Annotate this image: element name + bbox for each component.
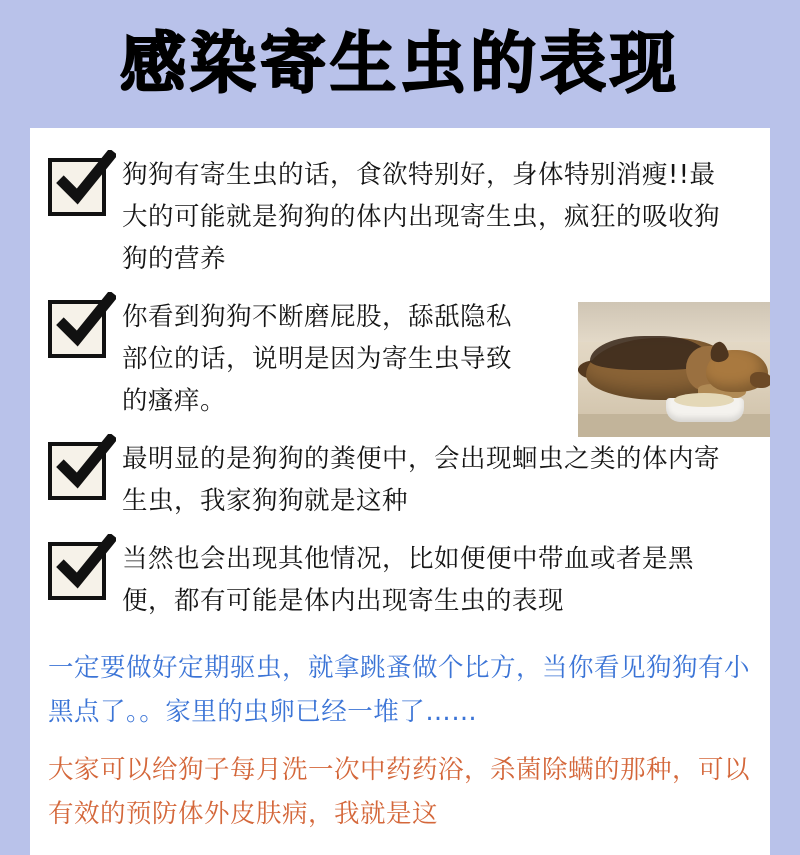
checkbox-checked-icon bbox=[48, 300, 106, 358]
list-item bbox=[48, 438, 752, 522]
list-item bbox=[48, 538, 752, 622]
deworming-note: 一定要做好定期驱虫，就拿跳蚤做个比方，当你看见狗狗有小黑点了。。家里的虫卵已经一堆了…… bbox=[48, 653, 751, 727]
checkbox-checked-icon bbox=[48, 158, 106, 216]
list-item-text: 当然也会出现其他情况，比如便便中带血或者是黑便，都有可能是体内出现寄生虫的表现 bbox=[122, 544, 695, 616]
list-item-text: 狗狗有寄生虫的话，食欲特别好，身体特别消瘦!!最大的可能就是狗狗的体内出现寄生虫，疯狂的吸收狗狗的营养 bbox=[122, 160, 721, 274]
list-item bbox=[48, 154, 752, 280]
checkbox-checked-icon bbox=[48, 442, 106, 500]
list-item bbox=[48, 296, 752, 422]
list-item-text: 最明显的是狗狗的粪便中，会出现蛔虫之类的体内寄生虫，我家狗狗就是这种 bbox=[122, 444, 721, 516]
page-title: 感染寄生虫的表现 bbox=[120, 25, 680, 102]
list-item-text: 你看到狗狗不断磨屁股，舔舐隐私部位的话，说明是因为寄生虫导致的瘙痒。 bbox=[122, 302, 513, 416]
checkbox-checked-icon bbox=[48, 542, 106, 600]
herbal-bath-note: 大家可以给狗子每月洗一次中药药浴，杀菌除螨的那种，可以有效的预防体外皮肤病，我就是这 bbox=[48, 755, 751, 829]
symptom-checklist bbox=[48, 154, 752, 622]
content-card bbox=[30, 128, 770, 855]
title-band bbox=[0, 0, 800, 128]
